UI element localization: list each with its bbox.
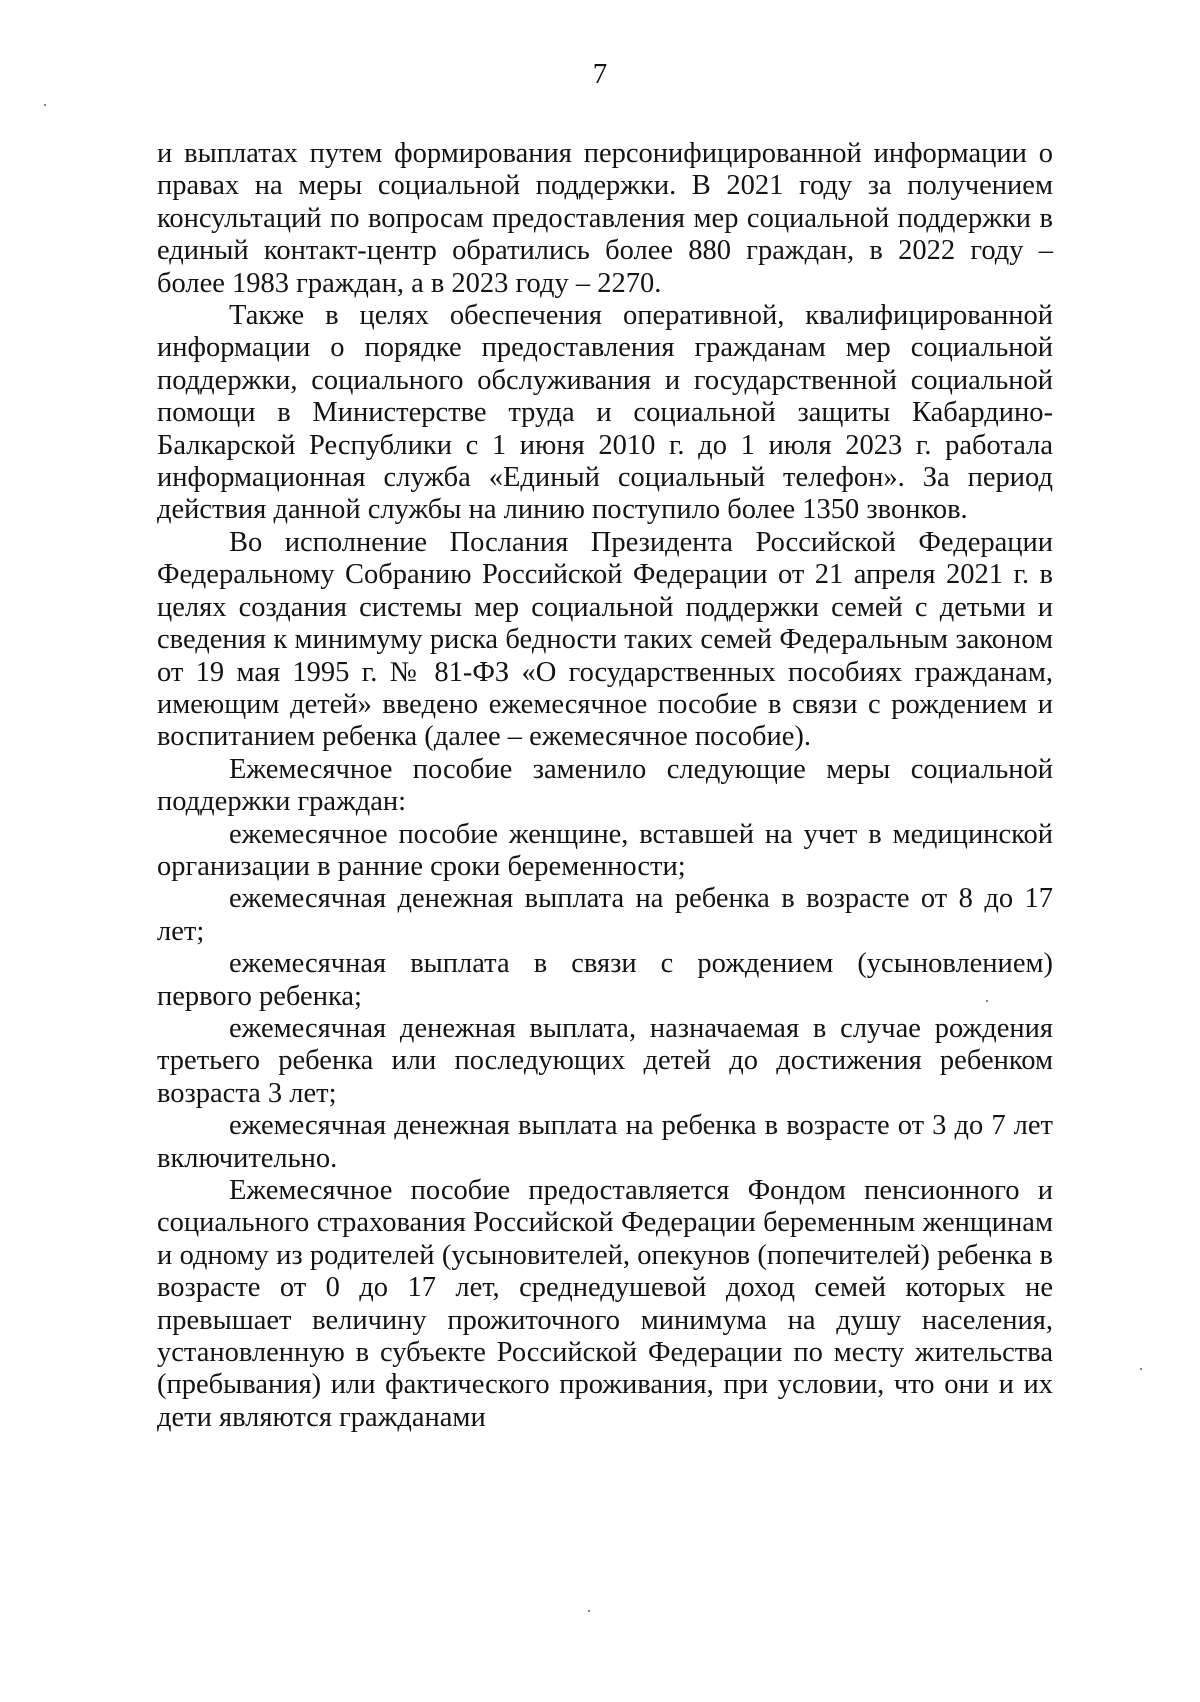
paragraph-replaced-measures: Ежемесячное пособие заменило следующие меры социальной поддержки граждан: [157,753,1053,818]
paragraph-intro-continuation: и выплатах путем формирования персонифицированной информации о правах на меры социальной поддержки. В 2021 году за получением консультаций по вопросам предоставления мер социальной поддержки в единый контакт-центр обратились более 880 граждан, в 2022 году – более 1983 граждан, а в 2023 году – 2270. [157,138,1053,299]
list-item-payment-3-7: ежемесячная денежная выплата на ребенка в возрасте от 3 до 7 лет включительно. [157,1110,1053,1174]
paragraph-monthly-allowance-intro: Во исполнение Послания Президента Российской Федерации Федеральному Собранию Российской Федерации от 21 апреля 2021 г. в целях создания системы мер социальной поддержки семей с детьми и сведения к минимуму риска бедности таких семей Федеральным законом от 19 мая 1995 г. № 81-ФЗ «О государственных пособиях гражданам, имеющим детей» введено ежемесячное пособие в связи с рождением и воспитанием ребенка (далее – ежемесячное пособие). [157,526,1053,753]
paragraph-fund-provision: Ежемесячное пособие предоставляется Фондом пенсионного и социального страхования Российской Федерации беременным женщинам и одному из родителей (усыновителей, опекунов (попечителей) ребенка в возрасте от 0 до 17 лет, среднедушевой доход семей которых не превышает величину прожиточного минимума на душу населения, установленную в субъекте Российской Федерации по месту жительства (пребывания) или фактического проживания, при условии, что они и их дети являются гражданами [157,1175,1053,1433]
paragraph-hotline: Также в целях обеспечения оперативной, квалифицированной информации о порядке предоставления гражданам мер социальной поддержки, социального обслуживания и государственной социальной помощи в Министерстве труда и социальной защиты Кабардино-Балкарской Республики с 1 июня 2010 г. до 1 июля 2023 г. работала информационная служба «Единый социальный телефон». За период действия данной службы на линию поступило более 1350 звонков. [157,300,1053,526]
page-number: 7 [592,58,608,90]
list-item-payment-8-17: ежемесячная денежная выплата на ребенка в возрасте от 8 до 17 лет; [157,883,1053,947]
scan-speck [1140,1368,1142,1370]
body-text [157,138,1053,1434]
list-item-third-child: ежемесячная денежная выплата, назначаемая в случае рождения третьего ребенка или последующих детей до достижения ребенком возраста 3 лет; [157,1012,1053,1109]
list-item-pregnancy-allowance: ежемесячное пособие женщине, вставшей на учет в медицинской организации в ранние сроки беременности; [157,818,1053,882]
scan-speck [588,1610,590,1612]
scan-speck [44,104,46,106]
list-item-first-child: ежемесячная выплата в связи с рождением (усыновлением) первого ребенка; [157,948,1053,1012]
scan-speck [986,1000,988,1002]
